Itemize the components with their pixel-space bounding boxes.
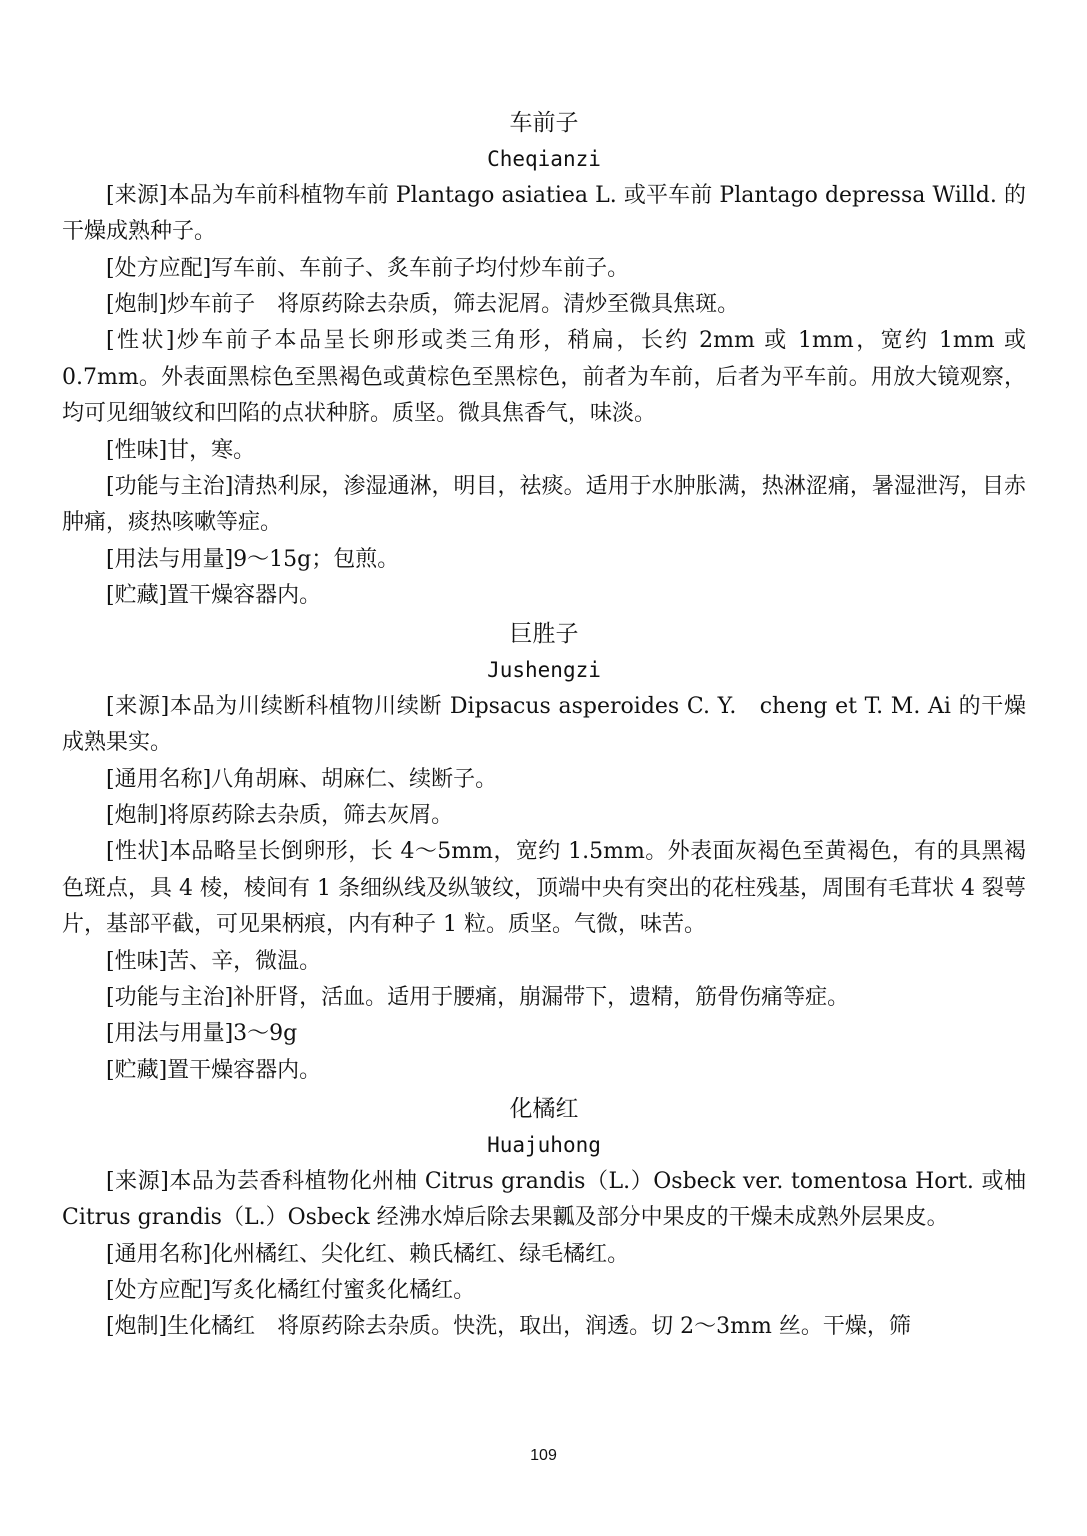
entry-title-cn: 车前子 (509, 110, 579, 136)
paragraph-storage: [贮藏]置干燥容器内。 (106, 583, 322, 609)
paragraph-dosage: [用法与用量]9～15g；包煎。 (106, 546, 400, 572)
paragraph-prescription: [处方应配]写车前、车前子、炙车前子均付炒车前子。 (106, 255, 630, 281)
paragraph-processing: [炮制]炒车前子 将原药除去杂质，筛去泥屑。清炒至微具焦斑。 (106, 292, 740, 318)
paragraph-processing: [炮制]生化橘红 将原药除去杂质。快洗，取出，润透。切 2～3mm 丝。干燥，筛 (106, 1314, 911, 1340)
paragraph-function: [功能与主治]补肝肾，活血。适用于腰痛，崩漏带下，遗精，筋骨伤痛等症。 (106, 985, 850, 1011)
entry-jushengzi (62, 616, 1026, 1089)
entry-title-cn: 化橘红 (509, 1096, 579, 1122)
paragraph-dosage: [用法与用量]3～9g (106, 1021, 298, 1047)
paragraph-storage: [贮藏]置干燥容器内。 (106, 1057, 322, 1083)
paragraph-source: [来源]本品为芸香科植物化州柚 Citrus grandis（L.）Osbeck ver. tomentosa Hort. 或柚 Citrus grandis（L.）Osbeck 经沸水焯后除去果瓤及部分中果皮的干燥未成熟外层果皮。 (62, 1168, 1026, 1231)
entry-title-pinyin: Cheqianzi (487, 147, 601, 172)
paragraph-processing: [炮制]将原药除去杂质，筛去灰屑。 (106, 803, 454, 829)
entry-title-pinyin: Jushengzi (487, 658, 601, 683)
entry-huajuhong (62, 1091, 1026, 1346)
paragraph-taste: [性味]甘，寒。 (106, 437, 256, 463)
paragraph-characteristics: [性状]炒车前子本品呈长卵形或类三角形，稍扁，长约 2mm 或 1mm，宽约 1mm 或 0.7mm。外表面黑棕色至黑褐色或黄棕色至黑棕色，前者为车前，后者为平车前。用放大镜观察，均可见细皱纹和凹陷的点状种脐。质坚。微具焦香气，味淡。 (62, 328, 1026, 427)
paragraph-common-names: [通用名称]化州橘红、尖化红、赖氏橘红、绿毛橘红。 (106, 1241, 630, 1267)
entry-title-pinyin: Huajuhong (487, 1133, 601, 1158)
entry-title-cn: 巨胜子 (509, 621, 579, 647)
paragraph-source: [来源]本品为车前科植物车前 Plantago asiatiea L. 或平车前 Plantago depressa Willd. 的干燥成熟种子。 (62, 182, 1026, 245)
paragraph-common-names: [通用名称]八角胡麻、胡麻仁、续断子。 (106, 766, 498, 792)
paragraph-characteristics: [性状]本品略呈长倒卵形，长 4～5mm，宽约 1.5mm。外表面灰褐色至黄褐色，有的具黑褐色斑点，具 4 棱，棱间有 1 条细纵线及纵皱纹，顶端中央有突出的花柱残基，周围有毛茸状 4 裂萼片，基部平截，可见果柄痕，内有种子 1 粒。质坚。气微，味苦。 (62, 839, 1026, 938)
paragraph-function: [功能与主治]清热利尿，渗湿通淋，明目，祛痰。适用于水肿胀满，热淋涩痛，暑湿泄泻，目赤肿痛，痰热咳嗽等症。 (62, 474, 1026, 536)
paragraph-taste: [性味]苦、辛，微温。 (106, 948, 322, 974)
page-number: 109 (530, 1447, 557, 1464)
paragraph-prescription: [处方应配]写炙化橘红付蜜炙化橘红。 (106, 1278, 476, 1304)
entry-cheqianzi (62, 105, 1026, 615)
paragraph-source: [来源]本品为川续断科植物川续断 Dipsacus asperoides C. Y. cheng et T. M. Ai 的干燥成熟果实。 (62, 693, 1026, 756)
